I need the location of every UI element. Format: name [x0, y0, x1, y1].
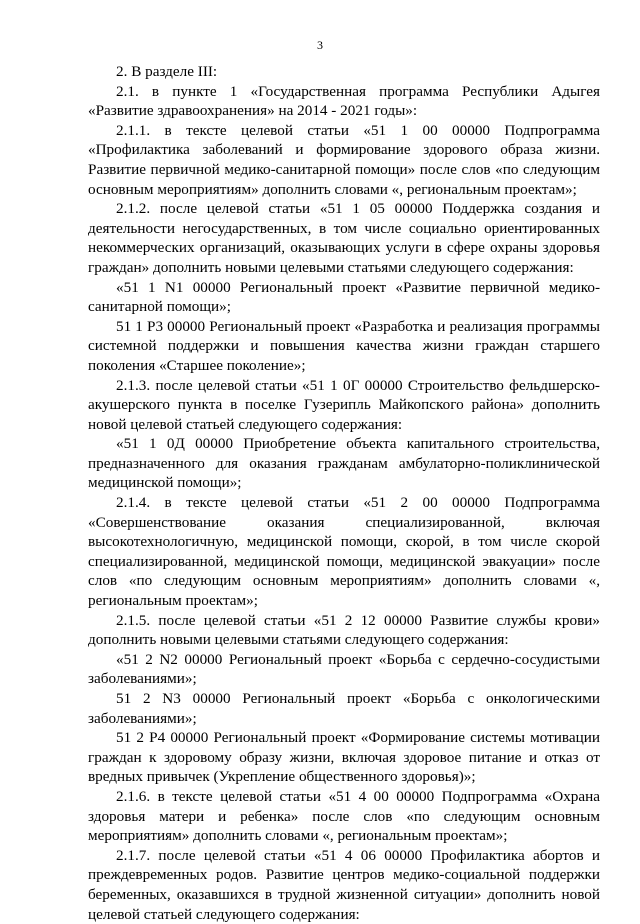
- paragraph: 51 2 P4 00000 Региональный проект «Формирование системы мотивации граждан к здоровому образу жизни, включая здоровое питание и отказ от вредных привычек (Укрепление общественного здоровья)»;: [88, 729, 600, 786]
- paragraph: «51 1 0Д 00000 Приобретение объекта капитального строительства, предназначенного для оказания гражданам амбулаторно-поликлинической медицинской помощи»;: [88, 435, 600, 492]
- document-body: [88, 62, 600, 924]
- paragraph: 2.1. в пункте 1 «Государственная программа Республики Адыгея «Развитие здравоохранения» на 2014 - 2021 годы»:: [88, 82, 600, 120]
- paragraph: 2.1.3. после целевой статьи «51 1 0Г 00000 Строительство фельдшерско-акушерского пункта в поселке Гузерипль Майкопского района» дополнить новой целевой статьей следующего содержания:: [88, 376, 600, 433]
- paragraph: 2.1.4. в тексте целевой статьи «51 2 00 00000 Подпрограмма «Совершенствование оказания специализированной, включая высокотехнологичную, медицинской помощи, скорой, в том числе скорой специализированной, медицинской помощи, медицинской эвакуации» после слов «по следующим основным мероприятиям» дополнить словами «, региональным проектам»;: [88, 494, 600, 610]
- paragraph: 2.1.2. после целевой статьи «51 1 05 00000 Поддержка создания и деятельности негосударственных, в том числе социально ориентированных некоммерческих организаций, оказывающих услуги в сфере охраны здоровья граждан» дополнить новыми целевыми статьями следующего содержания:: [88, 200, 600, 276]
- paragraph: «51 2 N2 00000 Региональный проект «Борьба с сердечно-сосудистыми заболеваниями»;: [88, 650, 600, 688]
- paragraph: 2.1.1. в тексте целевой статьи «51 1 00 00000 Подпрограмма «Профилактика заболеваний и формирование здорового образа жизни. Развитие первичной медико-санитарной помощи» после слов «по следующим основным мероприятиям» дополнить словами «, региональным проектам»;: [88, 121, 600, 198]
- paragraph: 2.1.6. в тексте целевой статьи «51 4 00 00000 Подпрограмма «Охрана здоровья матери и ребенка» после слов «по следующим основным мероприятиям» дополнить словами «, региональным проектам»;: [88, 787, 600, 845]
- paragraph: 2. В разделе III:: [116, 63, 218, 80]
- paragraph: «51 1 N1 00000 Региональный проект «Развитие первичной медико-санитарной помощи»;: [88, 278, 600, 316]
- page-number: 3: [317, 38, 323, 52]
- paragraph: 2.1.5. после целевой статьи «51 2 12 00000 Развитие службы крови» дополнить новыми целевыми статьями следующего содержания:: [88, 611, 600, 649]
- paragraph: 51 2 N3 00000 Региональный проект «Борьба с онкологическими заболеваниями»;: [88, 690, 600, 727]
- paragraph: 2.1.7. после целевой статьи «51 4 06 00000 Профилактика абортов и преждевременных родов. Развитие центров медико-социальной поддержки беременных, оказавшихся в трудной жизненной ситуации» дополнить новой целевой статьей следующего содержания:: [88, 846, 600, 923]
- paragraph: 51 1 P3 00000 Региональный проект «Разработка и реализация программы системной поддержки и повышения качества жизни граждан старшего поколения «Старшее поколение»;: [88, 317, 600, 374]
